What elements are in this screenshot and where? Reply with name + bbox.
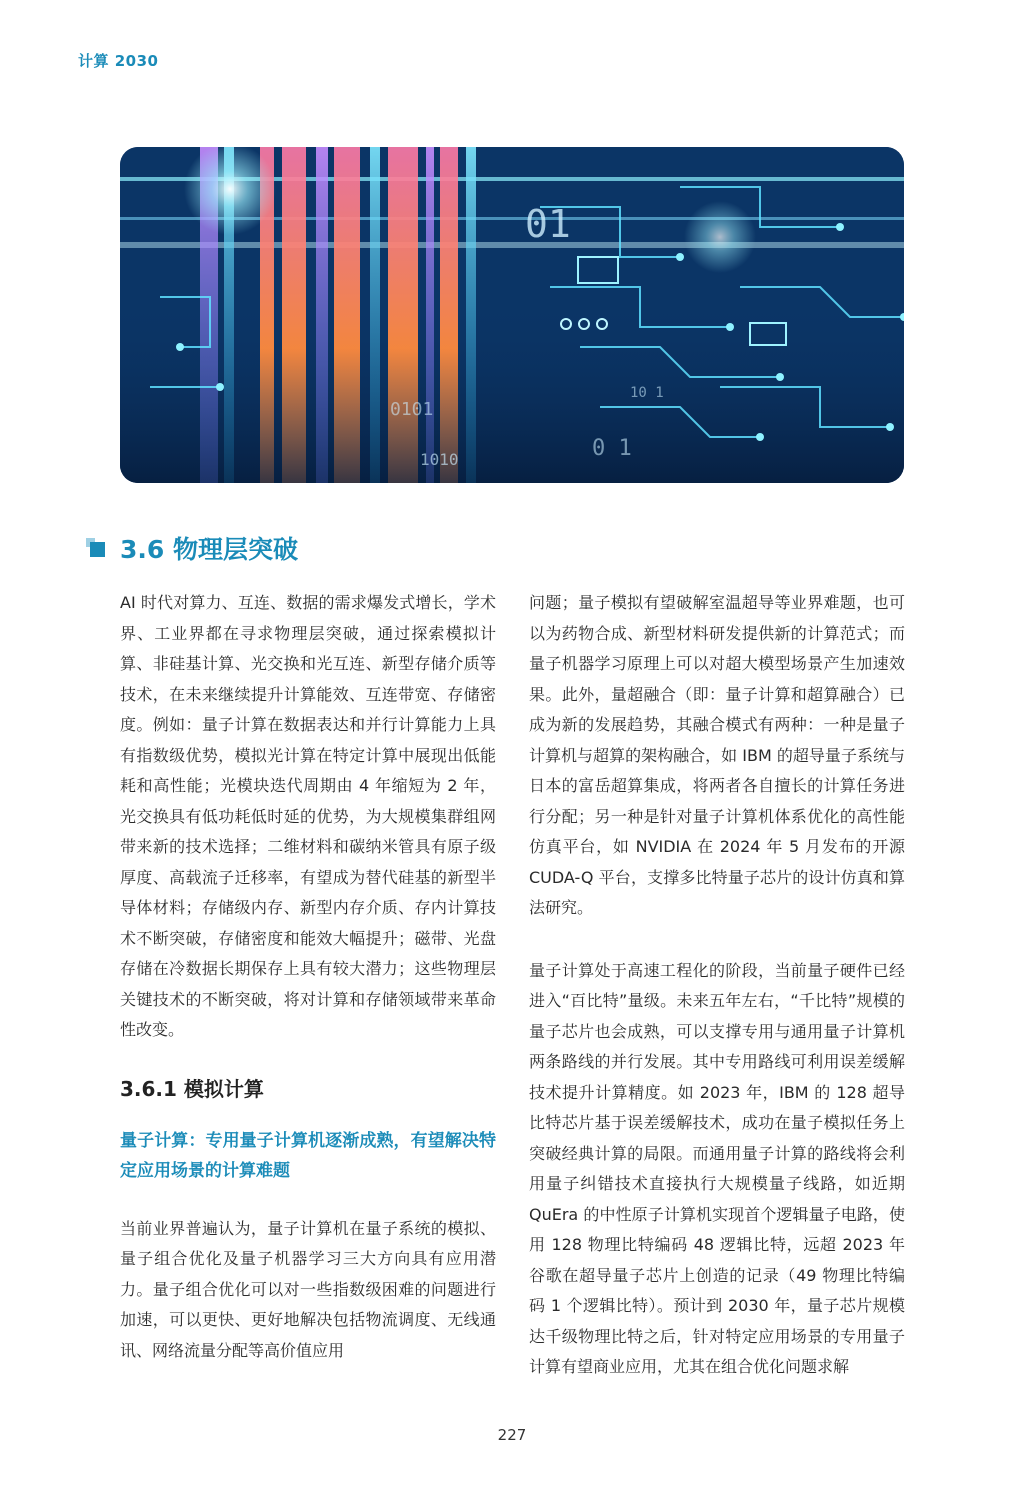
- running-header: 计算 2030: [78, 52, 159, 70]
- section-square-icon: [86, 538, 106, 558]
- body-paragraph: 当前业界普遍认为，量子计算机在量子系统的模拟、量子组合优化及量子机器学习三大方向具有应用潜力。量子组合优化可以对一些指数级困难的问题进行加速，可以更快、更好地解决包括物流调度、无线通讯、网络流量分配等高价值应用: [120, 1218, 496, 1360]
- section-heading: [86, 528, 298, 568]
- hero-digit: 01: [525, 202, 571, 246]
- circuit-illustration: [120, 147, 904, 483]
- left-column: [120, 588, 496, 1366]
- hero-image: [120, 147, 904, 483]
- body-paragraph: 问题；量子模拟有望破解室温超导等业界难题，也可以为药物合成、新型材料研发提供新的计算范式；而量子机器学习原理上可以对超大模型场景产生加速效果。此外，量超融合（即：量子计算和超算融合）已成为新的发展趋势，其融合模式有两种：一种是量子计算机与超算的架构融合，如 IBM 的超导量子系统与日本的富岳超算集成，将两者各自擅长的计算任务进行分配；另一种是针对量子计算机体系优化的高性能仿真平台，如 NVIDIA 在 2024 年 5 月发布的开源 CUDA-Q 平台，支撑多比特量子芯片的设计仿真和算法研究。: [529, 593, 905, 917]
- hero-digit: 10 1: [630, 385, 664, 401]
- hero-digit: 0 1: [592, 436, 632, 461]
- hero-digit: 0101: [390, 399, 434, 420]
- page-number: 227: [497, 1426, 527, 1444]
- right-column: [529, 588, 905, 1383]
- hero-digit: 1010: [420, 450, 459, 469]
- body-paragraph: 量子计算处于高速工程化的阶段，当前量子硬件已经进入“百比特”量级。未来五年左右，“千比特”规模的量子芯片也会成熟，可以支撑专用与通用量子计算机两条路线的并行发展。其中专用路线可利用误差缓解技术提升计算精度。如 2023 年，IBM 的 128 超导比特芯片基于误差缓解技术，成功在量子模拟任务上突破经典计算的局限。而通用量子计算的路线将会利用量子纠错技术直接执行大规模量子线路，如近期 QuEra 的中性原子计算机实现首个逻辑量子电路，使用 128 物理比特编码 48 逻辑比特，远超 2023 年谷歌在超导量子芯片上创造的记录（49 物理比特编码 1 个逻辑比特）。预计到 2030 年，量子芯片规模达千级物理比特之后，针对特定应用场景的专用量子计算有望商业应用，尤其在组合优化问题求解: [529, 960, 905, 1376]
- highlight-heading: 量子计算：专用量子计算机逐渐成熟，有望解决特定应用场景的计算难题: [120, 1130, 496, 1181]
- section-title: 3.6 物理层突破: [120, 535, 298, 564]
- intro-paragraph: AI 时代对算力、互连、数据的需求爆发式增长，学术界、工业界都在寻求物理层突破，通过探索模拟计算、非硅基计算、光交换和光互连、新型存储介质等技术，在未来继续提升计算能效、互连带宽、存储密度。例如：量子计算在数据表达和并行计算能力上具有指数级优势，模拟光计算在特定计算中展现出低能耗和高性能；光模块迭代周期由 4 年缩短为 2 年，光交换具有低功耗低时延的优势，为大规模集群组网带来新的技术选择；二维材料和碳纳米管具有原子级厚度、高载流子迁移率，有望成为替代硅基的新型半导体材料；存储级内存、新型内存介质、存内计算技术不断突破，存储密度和能效大幅提升；磁带、光盘存储在冷数据长期保存上具有较大潜力；这些物理层关键技术的不断突破，将对计算和存储领域带来革命性改变。: [120, 593, 496, 1039]
- subsection-title: 3.6.1 模拟计算: [120, 1076, 264, 1101]
